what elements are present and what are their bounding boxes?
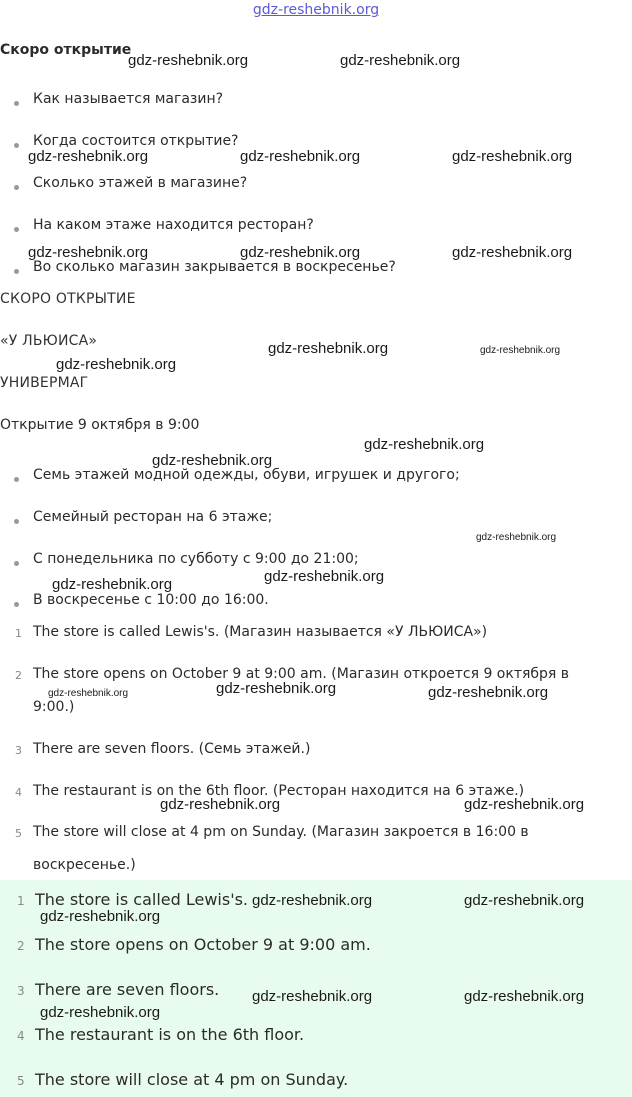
watermark: gdz-reshebnik.org [340,52,461,69]
watermark: gdz-reshebnik.org [152,452,273,469]
answer-number: 1 [17,894,25,908]
ad-title: СКОРО ОТКРЫТИЕ [0,291,136,307]
watermark: gdz-reshebnik.org [28,148,149,165]
answer-number: 5 [17,1074,25,1088]
watermark: gdz-reshebnik.org [264,568,385,585]
ad-store-type: УНИВЕРМАГ [0,375,89,391]
answer-item: The store is called Lewis's. [35,890,249,909]
watermark: gdz-reshebnik.org [240,148,361,165]
translation-item: The store is called Lewis's. (Магазин называется «У ЛЬЮИСА») [33,624,488,640]
item-number: 3 [15,744,22,757]
translation-item: The store will close at 4 pm on Sunday. (Магазин закроется в 16:00 в [33,824,529,840]
bullet-icon [14,227,19,232]
watermark: gdz-reshebnik.org [364,436,485,453]
bullet-icon [14,185,19,190]
watermark: gdz-reshebnik.org [160,796,281,813]
watermark: gdz-reshebnik.org [40,1004,161,1021]
watermark: gdz-reshebnik.org [52,576,173,593]
question-item: Когда состоится открытие? [33,133,239,149]
watermark: gdz-reshebnik.org [252,988,373,1005]
watermark: gdz-reshebnik.org [464,988,585,1005]
watermark: gdz-reshebnik.org [428,684,549,701]
feature-item: С понедельника по субботу с 9:00 до 21:00; [33,551,359,567]
watermark: gdz-reshebnik.org [452,244,573,261]
bullet-icon [14,143,19,148]
answer-number: 2 [17,939,25,953]
watermark: gdz-reshebnik.org [480,345,561,356]
feature-item: В воскресенье с 10:00 до 16:00. [33,592,269,608]
watermark: gdz-reshebnik.org [464,892,585,909]
watermark: gdz-reshebnik.org [268,340,389,357]
bullet-icon [14,602,19,607]
question-item: На каком этаже находится ресторан? [33,217,314,233]
watermark: gdz-reshebnik.org [28,244,149,261]
question-item: Как называется магазин? [33,91,224,107]
watermark: gdz-reshebnik.org [56,356,177,373]
answer-item: There are seven floors. [35,980,220,999]
answer-item: The store will close at 4 pm on Sunday. [35,1070,349,1089]
bullet-icon [14,477,19,482]
site-link[interactable]: gdz-reshebnik.org [252,2,380,18]
watermark: gdz-reshebnik.org [40,908,161,925]
answer-item: The store opens on October 9 at 9:00 am. [35,935,371,954]
answer-number: 3 [17,984,25,998]
translation-item-cont: 9:00.) [33,699,75,715]
ad-store-name: «У ЛЬЮИСА» [0,333,98,349]
translation-item-cont: воскресенье.) [33,857,136,873]
question-item: Во сколько магазин закрывается в воскресенье? [33,259,396,275]
bullet-icon [14,101,19,106]
watermark: gdz-reshebnik.org [464,796,585,813]
section-heading: Скоро открытие [0,42,132,58]
watermark: gdz-reshebnik.org [476,532,557,543]
translation-item: There are seven floors. (Семь этажей.) [33,741,311,757]
feature-item: Семейный ресторан на 6 этаже; [33,509,273,525]
ad-opening: Открытие 9 октября в 9:00 [0,417,200,433]
answer-number: 4 [17,1029,25,1043]
watermark: gdz-reshebnik.org [128,52,249,69]
translation-item: The store opens on October 9 at 9:00 am. (Магазин откроется 9 октября в [33,666,570,682]
watermark: gdz-reshebnik.org [452,148,573,165]
feature-item: Семь этажей модной одежды, обуви, игрушек и другого; [33,467,460,483]
bullet-icon [14,519,19,524]
item-number: 1 [15,627,22,640]
question-item: Сколько этажей в магазине? [33,175,248,191]
watermark: gdz-reshebnik.org [240,244,361,261]
answer-item: The restaurant is on the 6th floor. [35,1025,305,1044]
translation-item: The restaurant is on the 6th floor. (Ресторан находится на 6 этаже.) [33,783,525,799]
item-number: 5 [15,827,22,840]
watermark: gdz-reshebnik.org [216,680,337,697]
bullet-icon [14,561,19,566]
watermark: gdz-reshebnik.org [252,892,373,909]
bullet-icon [14,269,19,274]
item-number: 2 [15,669,22,682]
watermark: gdz-reshebnik.org [48,688,129,699]
item-number: 4 [15,786,22,799]
